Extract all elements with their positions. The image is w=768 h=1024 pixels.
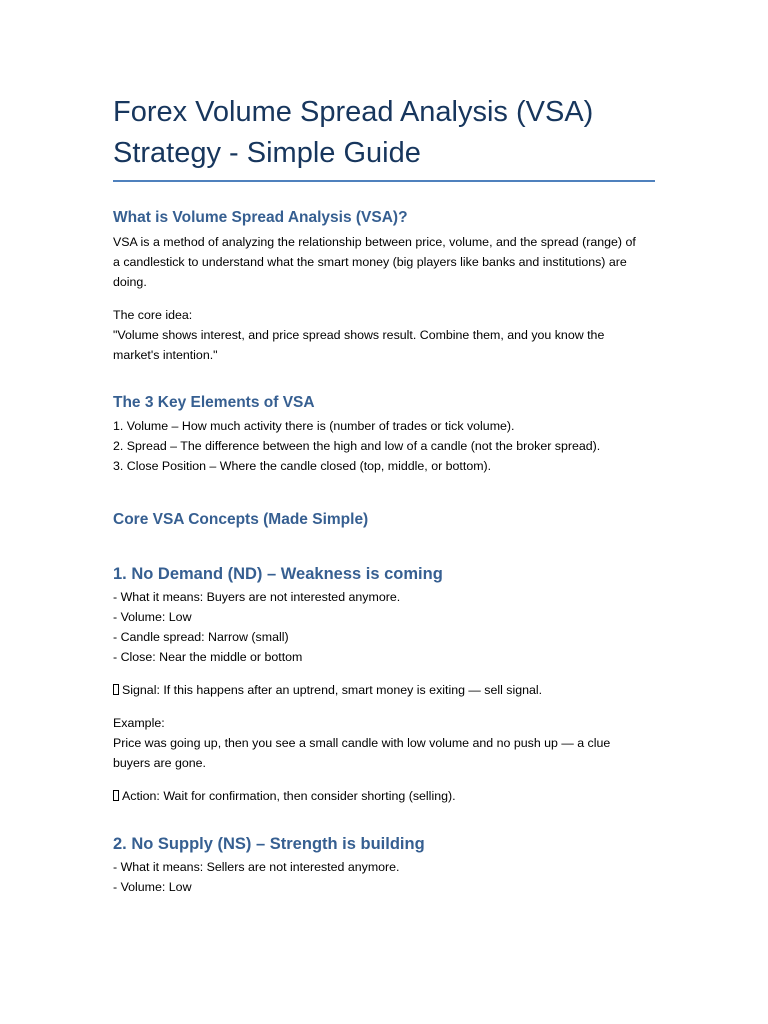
core-idea-quote-line: "Volume shows interest, and price spread shows result. Combine them, and you know the: [113, 328, 605, 342]
list-item: 2. Spread – The difference between the high and low of a candle (not the broker spread).: [113, 439, 601, 453]
title-line-1: Forex Volume Spread Analysis (VSA): [113, 96, 594, 128]
heading-no-supply: 2. No Supply (NS) – Strength is building: [113, 835, 425, 853]
list-item: - Close: Near the middle or bottom: [113, 650, 303, 664]
action-text: Action: Wait for confirmation, then consider shorting (selling).: [122, 789, 456, 803]
title-divider: [113, 180, 655, 182]
document-page: [113, 92, 655, 897]
example-label: Example:: [113, 716, 165, 730]
paragraph-vsa-definition: [113, 232, 655, 292]
list-item: - Volume: Low: [113, 610, 192, 624]
heading-key-elements: The 3 Key Elements of VSA: [113, 394, 315, 411]
text-line: VSA is a method of analyzing the relationship between price, volume, and the spread (range) of: [113, 235, 636, 249]
paragraph-signal: [113, 680, 655, 700]
missing-glyph-icon: [113, 684, 119, 695]
text-line: a candlestick to understand what the smart money (big players like banks and institutions) are: [113, 255, 627, 269]
list-no-supply: [113, 857, 655, 897]
text-line: doing.: [113, 275, 147, 289]
list-no-demand: [113, 587, 655, 667]
heading-what-is-vsa: What is Volume Spread Analysis (VSA)?: [113, 209, 408, 226]
example-line: Price was going up, then you see a small candle with low volume and no push up — a clue: [113, 736, 611, 750]
list-item: - What it means: Sellers are not interested anymore.: [113, 860, 400, 874]
missing-glyph-icon: [113, 790, 119, 801]
list-item: - Volume: Low: [113, 880, 192, 894]
document-title: [113, 92, 655, 180]
paragraph-example: [113, 713, 655, 773]
heading-no-demand: 1. No Demand (ND) – Weakness is coming: [113, 565, 443, 583]
core-idea-quote-line: market's intention.": [113, 348, 218, 362]
signal-text: Signal: If this happens after an uptrend, smart money is exiting — sell signal.: [122, 683, 543, 697]
list-item: 3. Close Position – Where the candle closed (top, middle, or bottom).: [113, 459, 492, 473]
example-line: buyers are gone.: [113, 756, 206, 770]
list-item: - What it means: Buyers are not interested anymore.: [113, 590, 401, 604]
heading-core-concepts: Core VSA Concepts (Made Simple): [113, 511, 369, 528]
title-line-2: Strategy - Simple Guide: [113, 137, 421, 169]
paragraph-core-idea: [113, 305, 655, 365]
list-item: 1. Volume – How much activity there is (number of trades or tick volume).: [113, 419, 515, 433]
paragraph-action: [113, 786, 655, 806]
list-key-elements: [113, 416, 655, 476]
core-idea-label: The core idea:: [113, 308, 193, 322]
list-item: - Candle spread: Narrow (small): [113, 630, 289, 644]
